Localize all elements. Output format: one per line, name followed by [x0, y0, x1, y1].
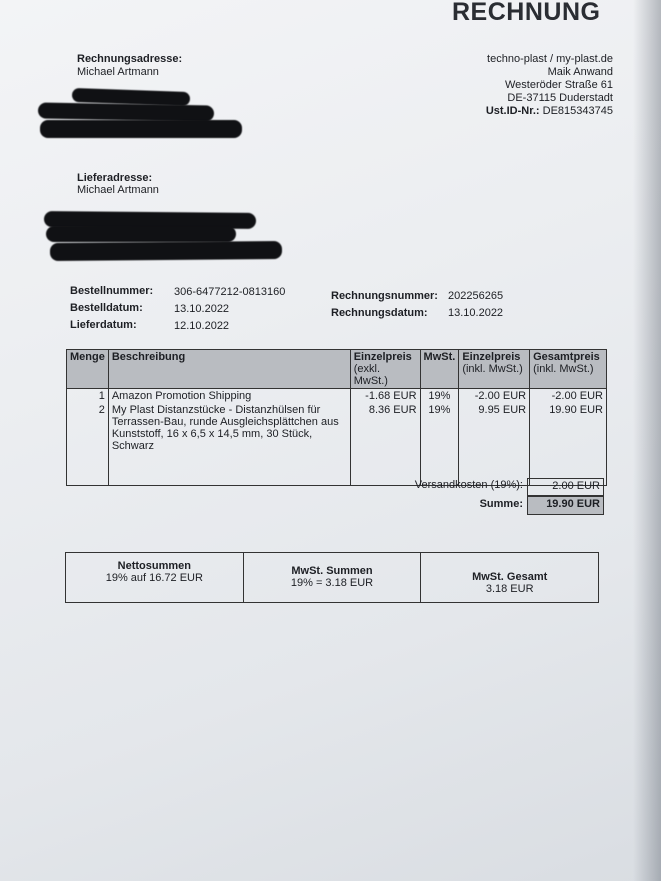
row-vat: 19% [420, 389, 459, 404]
delivery-date-label: Lieferdatum: [70, 319, 137, 331]
vat-total-value: 3.18 EUR [485, 583, 534, 595]
net-sums-value: 19% auf 16.72 EUR [105, 572, 203, 584]
invoice-number-label: Rechnungsnummer: [331, 290, 438, 302]
vat-total-label: MwSt. Gesamt [472, 571, 548, 583]
vat-sums-label: MwSt. Summen [291, 565, 373, 577]
shipping-cost-value: 2.00 EUR [527, 478, 604, 496]
order-number-label: Bestellnummer: [70, 285, 154, 297]
invoice-number: 202256265 [448, 290, 504, 302]
seller-street: Westeröder Straße 61 [504, 79, 613, 91]
row-unit-price-net: -1.68 EUR [350, 389, 420, 404]
redaction-bar [38, 102, 214, 121]
header-description: Beschreibung [108, 350, 350, 389]
shipping-address-label: Lieferadresse: [77, 172, 153, 184]
net-sums-label: Nettosummen [117, 560, 191, 572]
seller-contact: Maik Anwand [547, 66, 613, 78]
redaction-bar [40, 120, 242, 138]
redaction-bar [50, 241, 282, 261]
seller-city: DE-37115 Duderstadt [507, 92, 613, 104]
sum-label: Summe: [479, 498, 523, 510]
table-header-row [67, 350, 607, 389]
row-total-price: 19.90 EUR [530, 403, 607, 486]
row-description: My Plast Distanzstücke - Distanzhülsen für Terrassen-Bau, runde Ausgleichsplättchen aus Kunststoff, 16 x 6,5 x 14,5 mm, 30 Stück, Schwarz [108, 403, 350, 486]
shipping-cost-label: Versandkosten (19%): [414, 479, 523, 491]
seller-vat-id [363, 105, 613, 117]
vat-sums [244, 553, 422, 602]
vat-sums-value: 19% = 3.18 EUR [290, 577, 374, 589]
row-total-price: -2.00 EUR [530, 389, 607, 404]
header-unit-price-gross: Einzelpreis (inkl. MwSt.) [459, 350, 530, 389]
order-date: 13.10.2022 [174, 303, 230, 315]
order-date-label: Bestelldatum: [70, 302, 143, 314]
row-unit-price-net: 8.36 EUR [350, 403, 420, 486]
net-sums [66, 553, 244, 602]
sum-value: 19.90 EUR [527, 496, 604, 515]
header-qty: Menge [67, 350, 109, 389]
invoice-title: RECHNUNG [452, 0, 601, 26]
table-row [67, 389, 607, 404]
tax-summary [65, 552, 599, 603]
delivery-date: 12.10.2022 [174, 320, 230, 332]
header-total-price: Gesamtpreis (inkl. MwSt.) [530, 350, 607, 389]
header-unit-price-net: Einzelpreis (exkl. MwSt.) [350, 350, 420, 389]
row-qty: 1 [67, 389, 109, 404]
billing-name: Michael Artmann [77, 66, 159, 78]
invoice-date: 13.10.2022 [448, 307, 504, 319]
redaction-bar [46, 226, 236, 242]
seller-vat-value: DE815343745 [542, 105, 613, 117]
billing-address-label: Rechnungsadresse: [77, 53, 183, 65]
vat-total [421, 553, 598, 602]
row-qty: 2 [67, 403, 109, 486]
seller-company: techno-plast / my-plast.de [487, 53, 613, 65]
order-number: 306-6477212-0813160 [174, 286, 286, 298]
table-row [67, 403, 607, 486]
row-vat: 19% [420, 403, 459, 486]
row-unit-price-gross: 9.95 EUR [459, 403, 530, 486]
invoice-date-label: Rechnungsdatum: [331, 307, 428, 319]
items-table [66, 349, 607, 486]
row-unit-price-gross: -2.00 EUR [459, 389, 530, 404]
page-edge-shadow [633, 0, 661, 881]
header-vat: MwSt. [420, 350, 459, 389]
row-description: Amazon Promotion Shipping [108, 389, 350, 404]
seller-vat-label: Ust.ID-Nr.: [485, 105, 540, 117]
shipping-name: Michael Artmann [77, 184, 159, 196]
